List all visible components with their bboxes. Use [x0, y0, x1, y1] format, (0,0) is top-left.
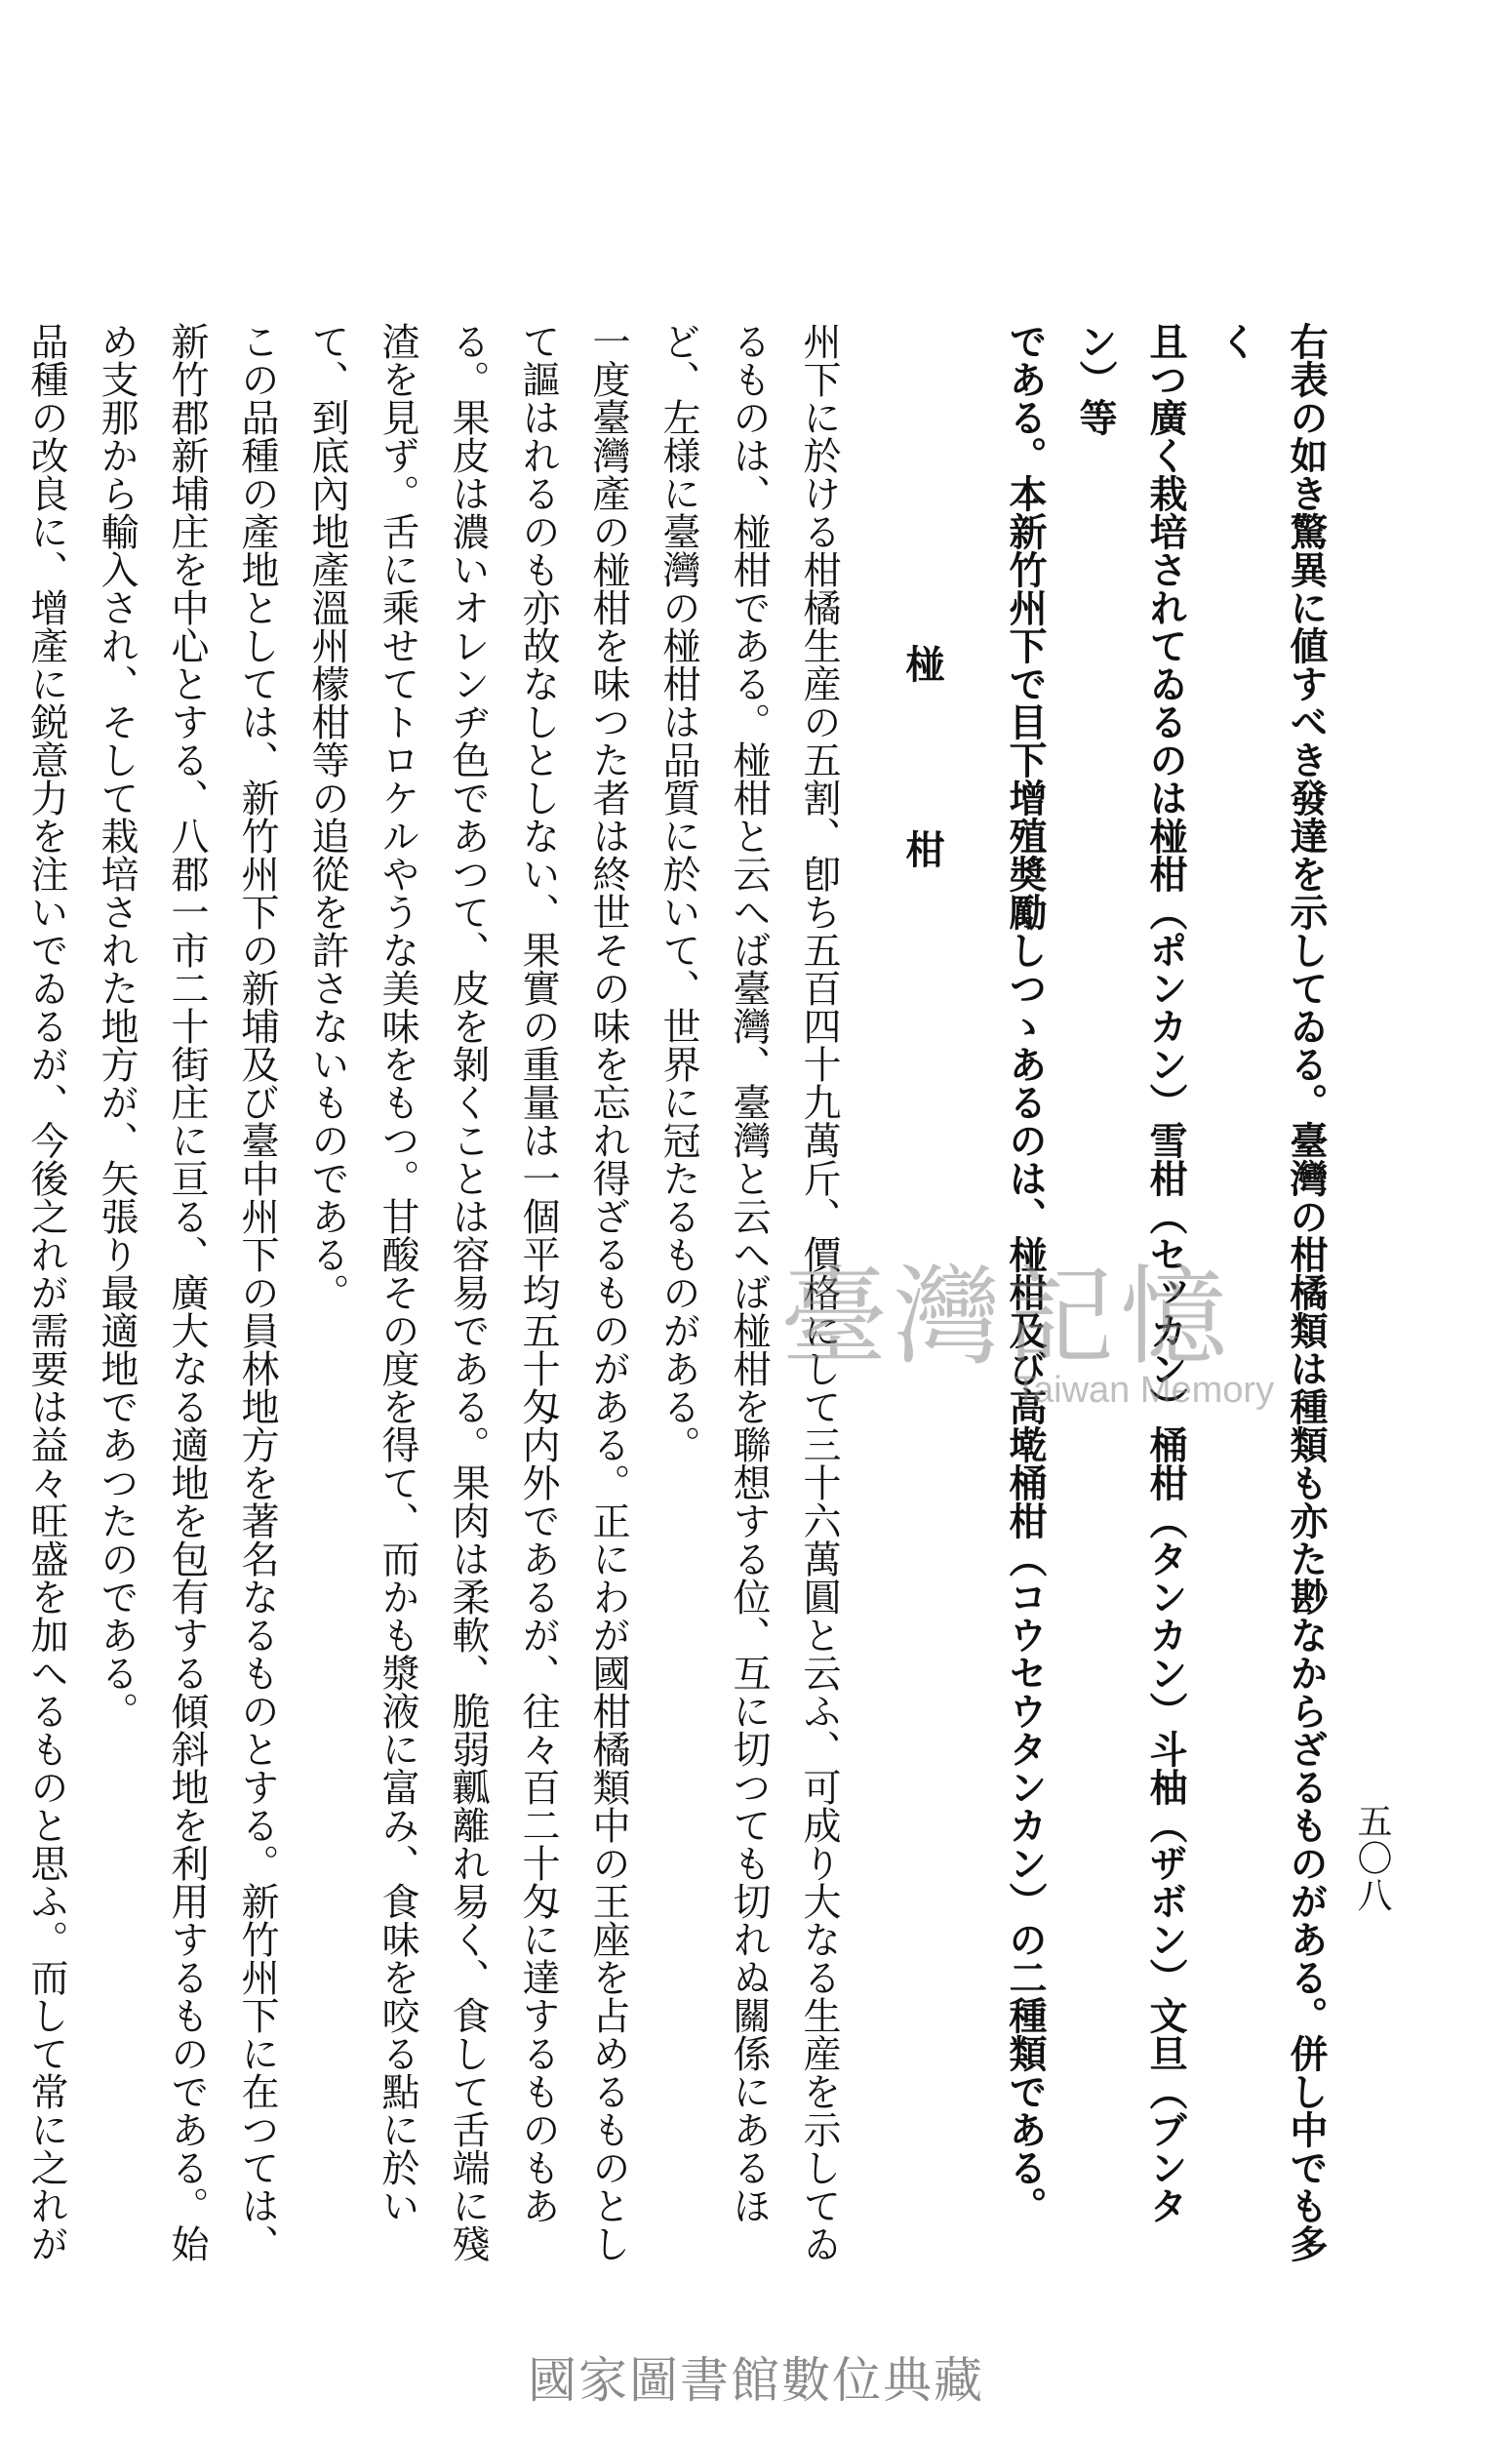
intro-line-3: である。本新竹州下で目下增殖奬勵しつゝあるのは、椪柑及び高墘桶柑（コウセウタンカン）の二種類である。 [1003, 322, 1048, 2224]
paragraph-3: この品種の產地としては、新竹州下の新埔及び臺中州下の員林地方を著名なるものとする。新竹州下に在つては、新竹郡新埔庄を中心とする、八郡一市二十街庄に亘る、廣大なる適地を包有する傾斜地を利用するものである。始め支那から輸入され、そして栽培された地方が、矢張り最適地であつたのである。 [95, 322, 279, 2262]
intro-line-1: 右表の如き驚異に値すべき發達を示してゐる。臺灣の柑橘類は種類も亦た尠なからざるものがある。併し中でも多く [1214, 322, 1329, 2262]
watermark-chinese: 臺灣記憶 [780, 1255, 1233, 1379]
paragraph-4: 品種の改良に、增產に鋭意力を注いでゐるが、今後之れが需要は益々旺盛を加へるものと思ふ。而して常に之れが [24, 322, 68, 2262]
paragraph-2: 一度臺灣產の椪柑を味つた者は終世その味を忘れ得ざるものがある。正にわが國柑橘類中の王座を占めるものとして謳はれるのも亦故なしとしない、果實の重量は一個平均五十匁内外であるが、往々百二十匁に達するものもある。果皮は濃いオレンヂ色であつて、皮を剝くことは容易である。果肉は柔軟、脆弱瓤離れ易く、食して舌端に殘渣を見ず。舌に乘せてトロケルやうな美味をもつ。甘酸その度を得て、而かも漿液に富み、食味を咬る點に於いて、到底內地產溫州檬柑等の追從を許さないものである。 [305, 322, 630, 2262]
body-text [0, 322, 1341, 2273]
intro-line-2: 且つ廣く栽培されてゐるのは椪柑（ポンカン）雪柑（セッカン）桶柑（タンカン）斗柚（ザボン）文旦（ブンタン）等 [1073, 322, 1188, 2224]
library-credit: 國家圖書館數位典藏 [528, 2352, 984, 2409]
paragraph-1: 州下に於ける柑橘生産の五割、卽ち五百四十九萬斤、價格にして三十六萬圓と云ふ、可成り大なる生産を示してゐるものは、椪柑である。椪柑と云へば臺灣、臺灣と云へば椪柑を聯想する位、互に切つても切れぬ關係にあるほど、左様に臺灣の椪柑は品質に於いて、世界に冠たるものがある。 [657, 322, 841, 2262]
section-heading: 椪柑 [899, 644, 945, 1015]
page-number: 五〇八 [1352, 1803, 1392, 1914]
watermark-english: Taiwan Memory [1015, 1370, 1275, 1411]
